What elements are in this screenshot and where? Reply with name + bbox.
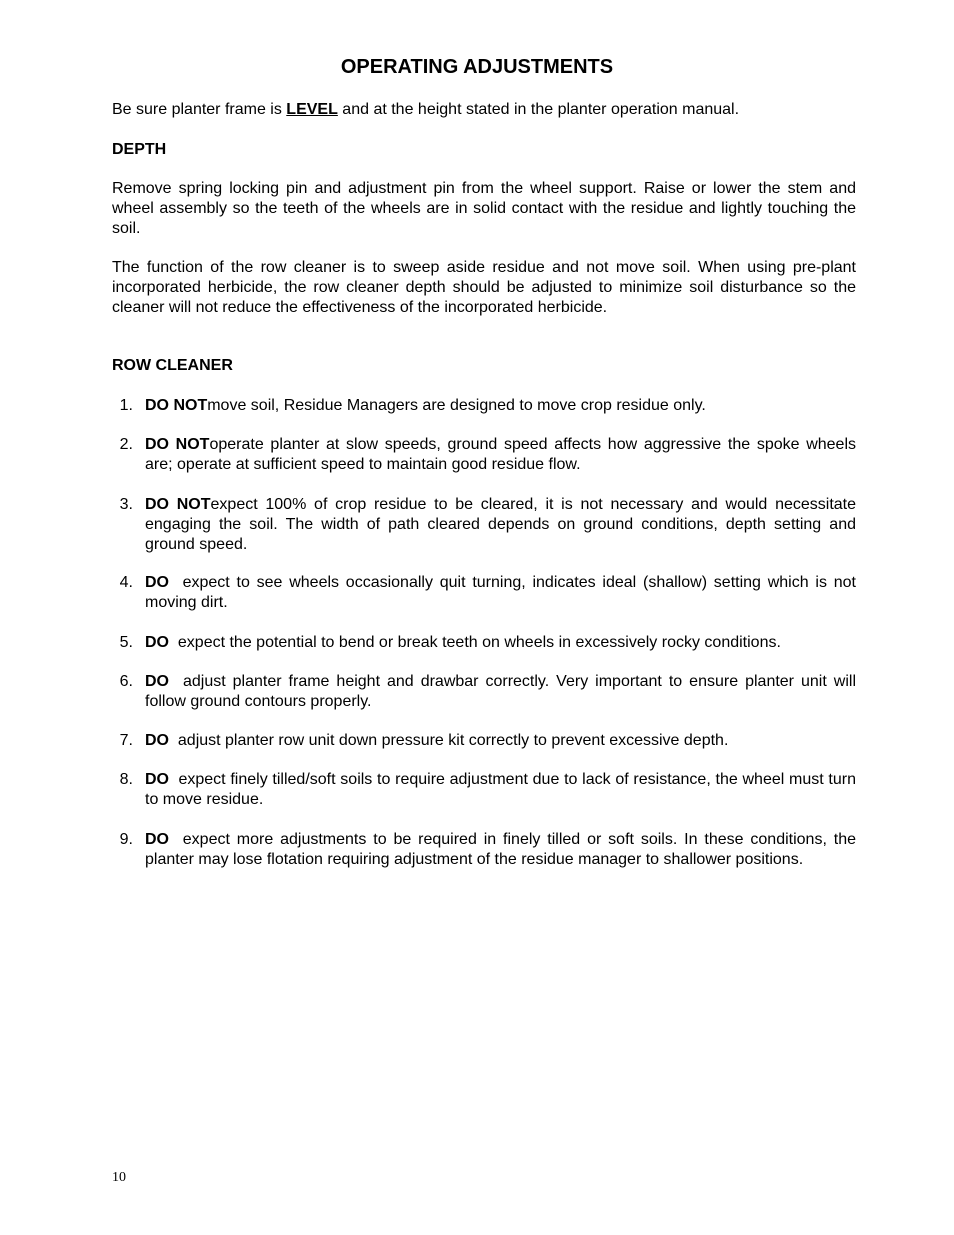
item-number: 5. xyxy=(119,634,133,651)
item-text xyxy=(145,672,856,712)
depth-heading: DEPTH xyxy=(112,141,167,158)
item-body: expect finely tilled/soft soils to require adjustment due to lack of resistance, the wheel must turn to move residue. xyxy=(145,771,856,808)
item-lead: DO xyxy=(145,771,169,788)
item-text xyxy=(145,495,856,555)
intro-paragraph xyxy=(112,100,856,120)
intro-text-rest: and at the height stated in the planter operation manual. xyxy=(337,101,740,118)
item-body: expect the potential to bend or break teeth on wheels in excessively rocky conditions. xyxy=(177,634,781,651)
item-lead: DO NOT xyxy=(145,496,211,513)
item-lead: DO xyxy=(145,673,169,690)
item-text xyxy=(145,830,856,870)
item-text xyxy=(145,633,856,653)
item-lead: DO NOT xyxy=(145,436,210,453)
intro-text: Be sure planter frame is xyxy=(112,101,287,118)
item-number: 1. xyxy=(119,397,133,414)
item-number: 2. xyxy=(119,436,133,453)
item-lead: DO NOT xyxy=(145,397,208,414)
item-lead: DO xyxy=(145,634,169,651)
item-body: expect more adjustments to be required in finely tilled or soft soils. In these conditions, the planter may lose flotation requiring adjustment of the residue manager to shallower positions. xyxy=(145,831,857,868)
item-body: adjust planter row unit down pressure kit correctly to prevent excessive depth. xyxy=(177,732,729,749)
item-body: adjust planter frame height and drawbar correctly. Very important to ensure planter unit will follow ground contours properly. xyxy=(145,673,856,710)
item-body: expect to see wheels occasionally quit turning, indicates ideal (shallow) setting which is not moving dirt. xyxy=(145,574,857,611)
item-text xyxy=(145,731,856,751)
page-title: OPERATING ADJUSTMENTS xyxy=(340,56,614,78)
row-cleaner-heading: ROW CLEANER xyxy=(112,357,233,374)
depth-paragraph: The function of the row cleaner is to sweep aside residue and not move soil. When using pre-plant incorporated herbicide, the row cleaner depth should be adjusted to minimize soil disturbance so the cleaner will not reduce the effectiveness of the incorporated herbicide. xyxy=(112,259,856,316)
level-emphasis: LEVEL xyxy=(286,101,338,118)
item-lead: DO xyxy=(145,732,169,749)
item-body: move soil, Residue Managers are designed to move crop residue only. xyxy=(207,397,706,414)
item-number: 7. xyxy=(119,732,133,749)
page-number: 10 xyxy=(112,1170,126,1185)
item-body: expect 100% of crop residue to be cleared, it is not necessary and would necessitate engaging the soil. The width of path cleared depends on ground conditions, depth setting and ground speed. xyxy=(145,496,857,553)
item-lead: DO xyxy=(145,574,169,591)
item-body: operate planter at slow speeds, ground speed affects how aggressive the spoke wheels are; operate at sufficient speed to maintain good residue flow. xyxy=(145,436,857,473)
depth-paragraph: Remove spring locking pin and adjustment pin from the wheel support. Raise or lower the stem and wheel assembly so the teeth of the wheels are in solid contact with the residue and lightly touching the soil. xyxy=(112,180,856,237)
item-text xyxy=(145,396,856,416)
item-text xyxy=(145,770,856,810)
item-number: 9. xyxy=(119,831,133,848)
item-text xyxy=(145,573,856,613)
item-number: 6. xyxy=(119,673,133,690)
item-number: 3. xyxy=(119,496,133,513)
item-number: 4. xyxy=(119,574,133,591)
item-lead: DO xyxy=(145,831,169,848)
item-number: 8. xyxy=(119,771,133,788)
item-text xyxy=(145,435,856,475)
